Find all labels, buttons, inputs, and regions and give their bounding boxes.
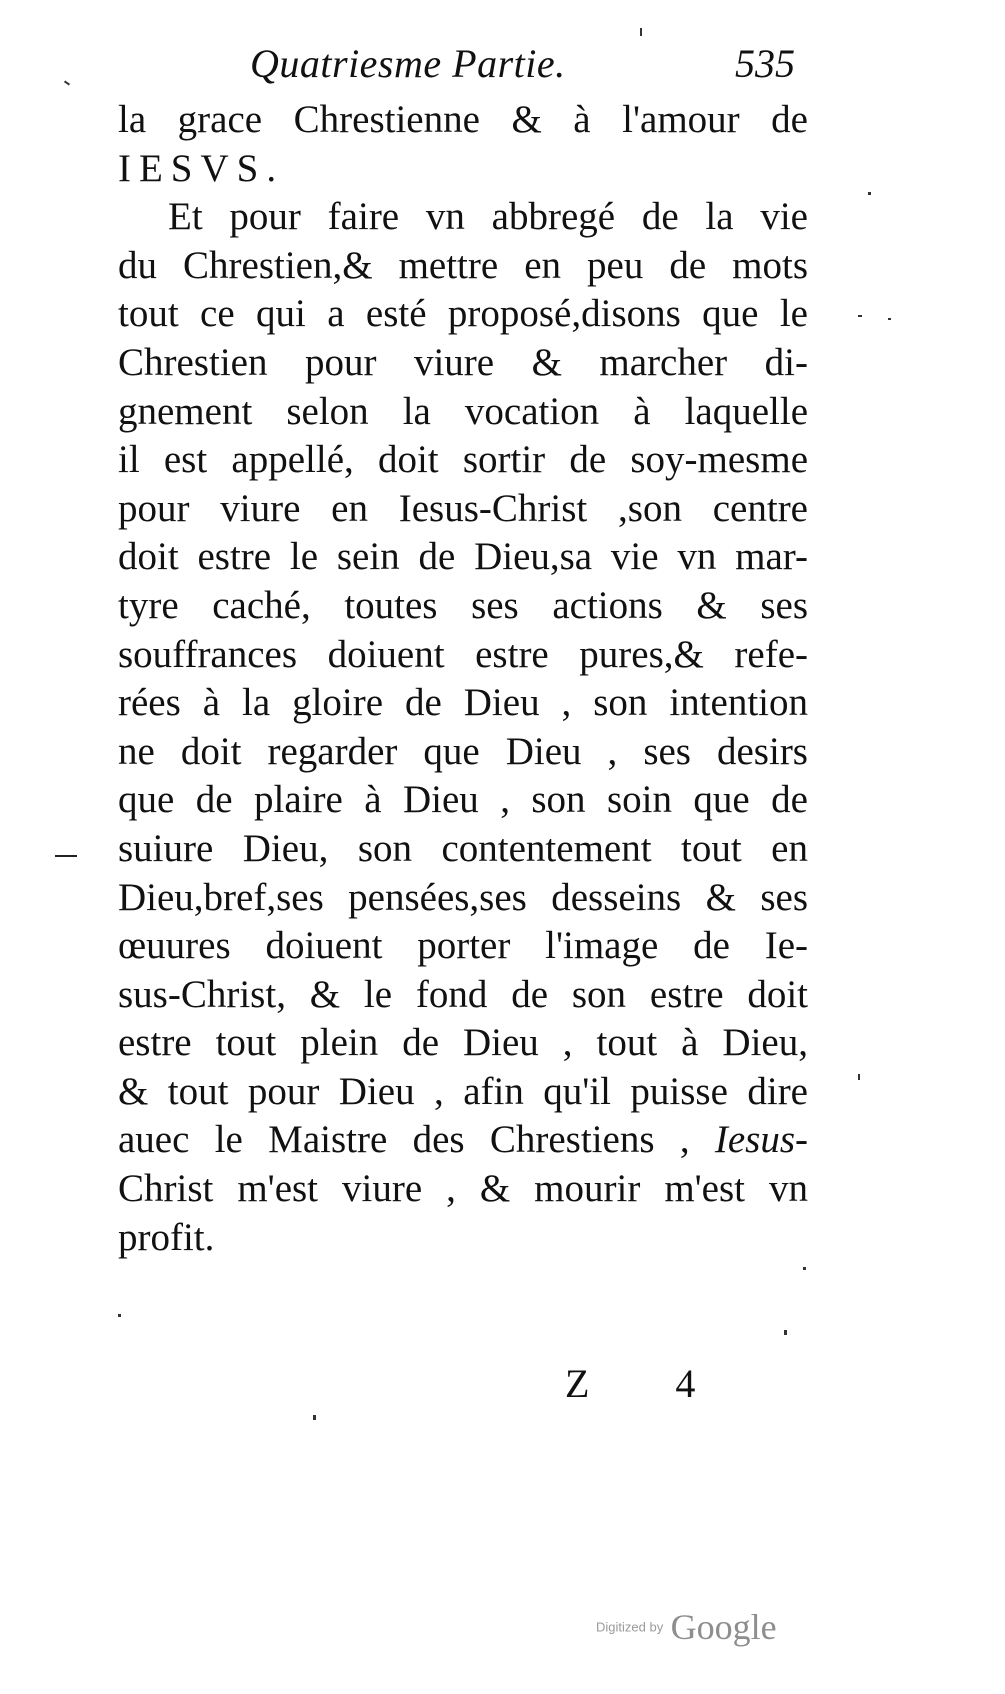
text-line: Dieu,bref,ses pensées,ses desseins & ses — [118, 875, 808, 919]
text-line: suiure Dieu, son contentement tout en — [118, 826, 808, 870]
text-line: que de plaire à Dieu , son soin que de — [118, 778, 808, 822]
body-text — [118, 96, 808, 1262]
page-number: 535 — [735, 41, 795, 86]
text-line: Et pour faire vn abbregé de la vie — [168, 195, 808, 239]
speck — [64, 80, 70, 85]
text-line: rées à la gloire de Dieu , son intention — [118, 681, 808, 725]
speck — [640, 28, 642, 36]
speck — [118, 1314, 121, 1317]
text-line: sus-Christ, & le fond de son estre doit — [118, 972, 808, 1016]
speck — [784, 1330, 787, 1335]
margin-dash — [55, 855, 77, 857]
text-line-italic: Iesus- — [714, 1118, 809, 1162]
digitized-watermark — [596, 1606, 777, 1648]
text-line: ne doit regarder que Dieu , ses desirs — [118, 729, 808, 773]
text-line: gnement selon la vocation à laquelle — [118, 389, 808, 433]
text-line: & tout pour Dieu , afin qu'il puisse dire — [118, 1069, 808, 1113]
speck — [313, 1415, 316, 1420]
text-line — [118, 1116, 808, 1165]
text-line: souffrances doiuent estre pures,& refe- — [118, 632, 808, 676]
speck — [868, 192, 871, 195]
text-line-roman: auec le Maistre des Chrestiens , — [118, 1118, 690, 1162]
speck — [858, 1074, 860, 1080]
text-line: IESVS. — [118, 146, 285, 190]
text-line: Chrestien pour viure & marcher di- — [118, 340, 808, 384]
digitized-by-label: Digitized by — [596, 1619, 664, 1635]
speck — [858, 315, 862, 317]
text-line: doit estre le sein de Dieu,sa vie vn mar- — [118, 535, 808, 579]
text-line: il est appellé, doit sortir de soy-mesme — [118, 438, 808, 482]
text-line: tout ce qui a esté proposé,disons que le — [118, 292, 808, 336]
text-line: la grace Chrestienne & à l'amour de — [118, 98, 808, 141]
signature-mark: Z 4 — [565, 1361, 734, 1406]
speck — [803, 1267, 806, 1270]
text-line: pour viure en Iesus-Christ ,son centre — [118, 486, 808, 530]
text-line: estre tout plein de Dieu , tout à Dieu, — [118, 1021, 808, 1065]
running-title: Quatriesme Partie. — [250, 41, 566, 86]
text-line: Christ m'est viure , & mourir m'est vn — [118, 1167, 808, 1211]
text-line: tyre caché, toutes ses actions & ses — [118, 583, 808, 627]
text-line: du Chrestien,& mettre en peu de mots — [118, 243, 808, 287]
speck — [888, 318, 891, 320]
google-logo: Google — [670, 1607, 777, 1647]
text-line: œuures doiuent porter l'image de Ie- — [118, 924, 808, 968]
text-line: profit. — [118, 1215, 215, 1259]
